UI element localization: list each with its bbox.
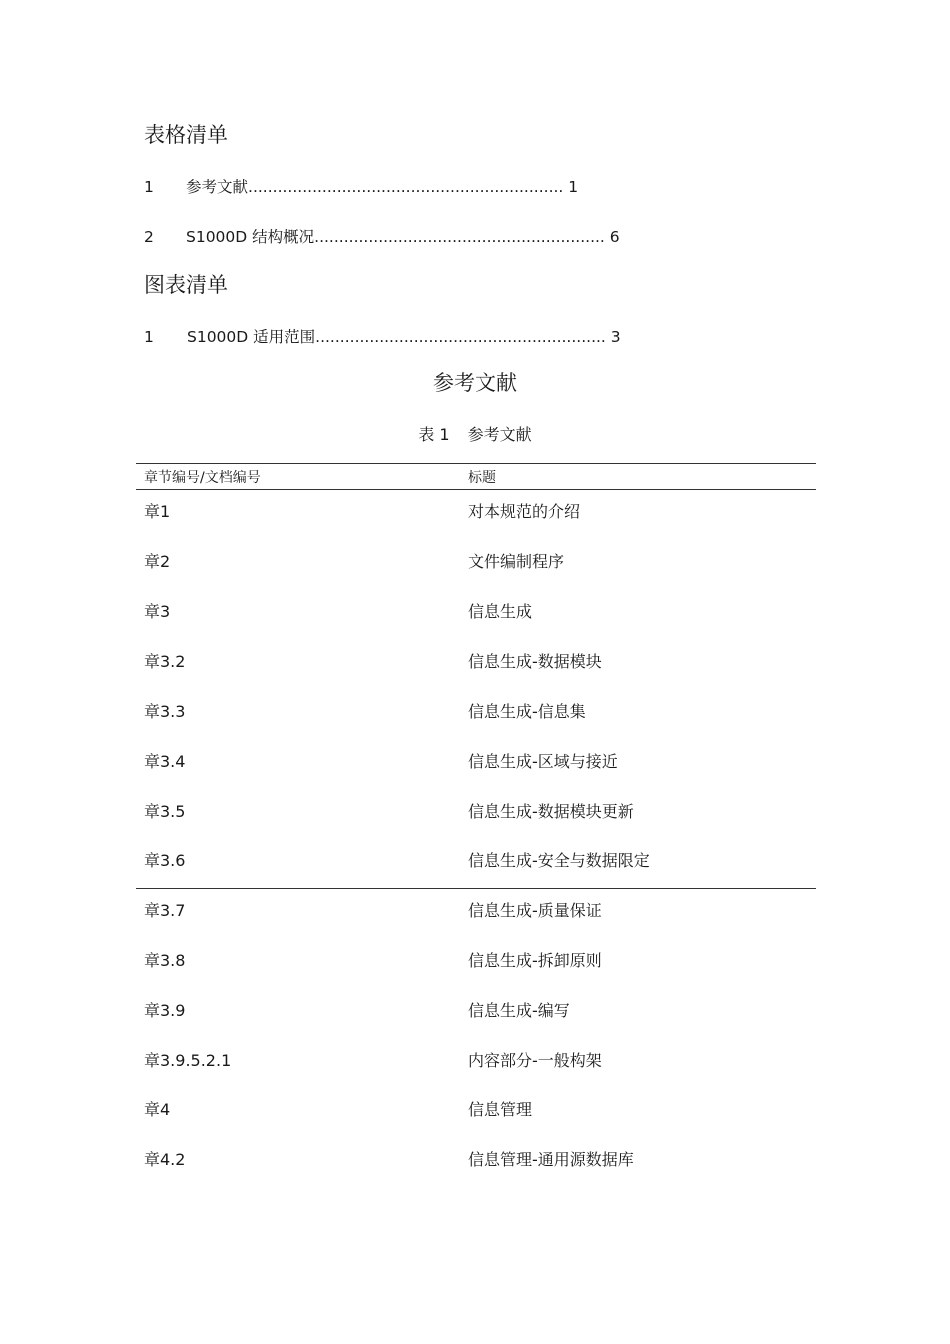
table-row [136,601,816,623]
toc-entry-title: S1000D 适用范围 [187,328,316,346]
title-cell: 信息生成-信息集 [468,702,586,721]
title-cell: 信息管理 [468,1100,533,1119]
toc-entry-number: 2 [144,228,154,246]
table-row [136,950,816,972]
chapter-cell: 章3.6 [144,851,186,870]
column-header-title: 标题 [468,470,496,486]
toc-entry-title: 参考文献 [186,178,249,196]
title-cell: 信息生成-质量保证 [468,901,602,920]
references-title: 参考文献 [433,371,517,395]
chapter-cell: 章1 [144,502,171,521]
title-cell: 信息管理-通用源数据库 [468,1150,634,1169]
toc-entry-table-2[interactable] [144,226,620,248]
chapter-cell: 章3.3 [144,702,186,721]
toc-entry-table-1[interactable] [144,176,578,198]
chapter-cell: 章3.9.5.2.1 [144,1051,232,1070]
table-row [136,850,816,872]
title-cell: 文件编制程序 [468,552,565,571]
header-bottom-rule [136,489,816,490]
title-cell: 信息生成-数据模块更新 [468,802,634,821]
table-row [136,801,816,823]
chapter-cell: 章3.8 [144,951,186,970]
table-row [136,701,816,723]
table-row [136,501,816,523]
title-cell: 信息生成-安全与数据限定 [468,851,650,870]
table-row [136,1149,816,1171]
table-top-rule [136,463,816,464]
toc-entry-number: 1 [144,178,154,196]
toc-entry-leader: ................................................................ [248,178,564,196]
toc-entry-title: S1000D 结构概况 [186,228,315,246]
table-row [136,1099,816,1121]
page-break-rule [136,888,816,889]
toc-entry-page: 3 [610,328,621,346]
title-cell: 信息生成-编写 [468,1001,570,1020]
title-cell: 对本规范的介绍 [468,502,581,521]
table-row [136,651,816,673]
title-cell: 信息生成-区域与接近 [468,752,618,771]
title-cell: 信息生成-数据模块 [468,652,602,671]
table-row [136,900,816,922]
toc-entry-figure-1[interactable] [144,326,621,348]
chapter-cell: 章3.4 [144,752,186,771]
title-cell: 信息生成-拆卸原则 [468,951,602,970]
chapter-cell: 章4.2 [144,1150,186,1169]
table-caption-title: 参考文献 [467,425,532,444]
toc-entry-page: 1 [568,178,579,196]
list-of-tables-heading: 表格清单 [144,123,228,147]
table-row [136,1050,816,1072]
chapter-cell: 章3 [144,602,171,621]
chapter-cell: 章3.5 [144,802,186,821]
toc-entry-leader: ........................................................... [314,228,605,246]
toc-entry-number: 1 [144,328,154,346]
table-row [136,751,816,773]
toc-entry-page: 6 [609,228,620,246]
table-caption [0,424,950,446]
chapter-cell: 章4 [144,1100,171,1119]
chapter-cell: 章2 [144,552,171,571]
table-caption-label: 表 1 [418,425,450,444]
title-cell: 信息生成 [468,602,533,621]
column-header-chapter: 章节编号/文档编号 [144,470,261,486]
chapter-cell: 章3.9 [144,1001,186,1020]
title-cell: 内容部分-一般构架 [468,1051,602,1070]
list-of-figures-heading: 图表清单 [144,273,228,297]
chapter-cell: 章3.7 [144,901,186,920]
table-row [136,551,816,573]
chapter-cell: 章3.2 [144,652,186,671]
table-row [136,1000,816,1022]
toc-entry-leader: ........................................................... [315,328,606,346]
